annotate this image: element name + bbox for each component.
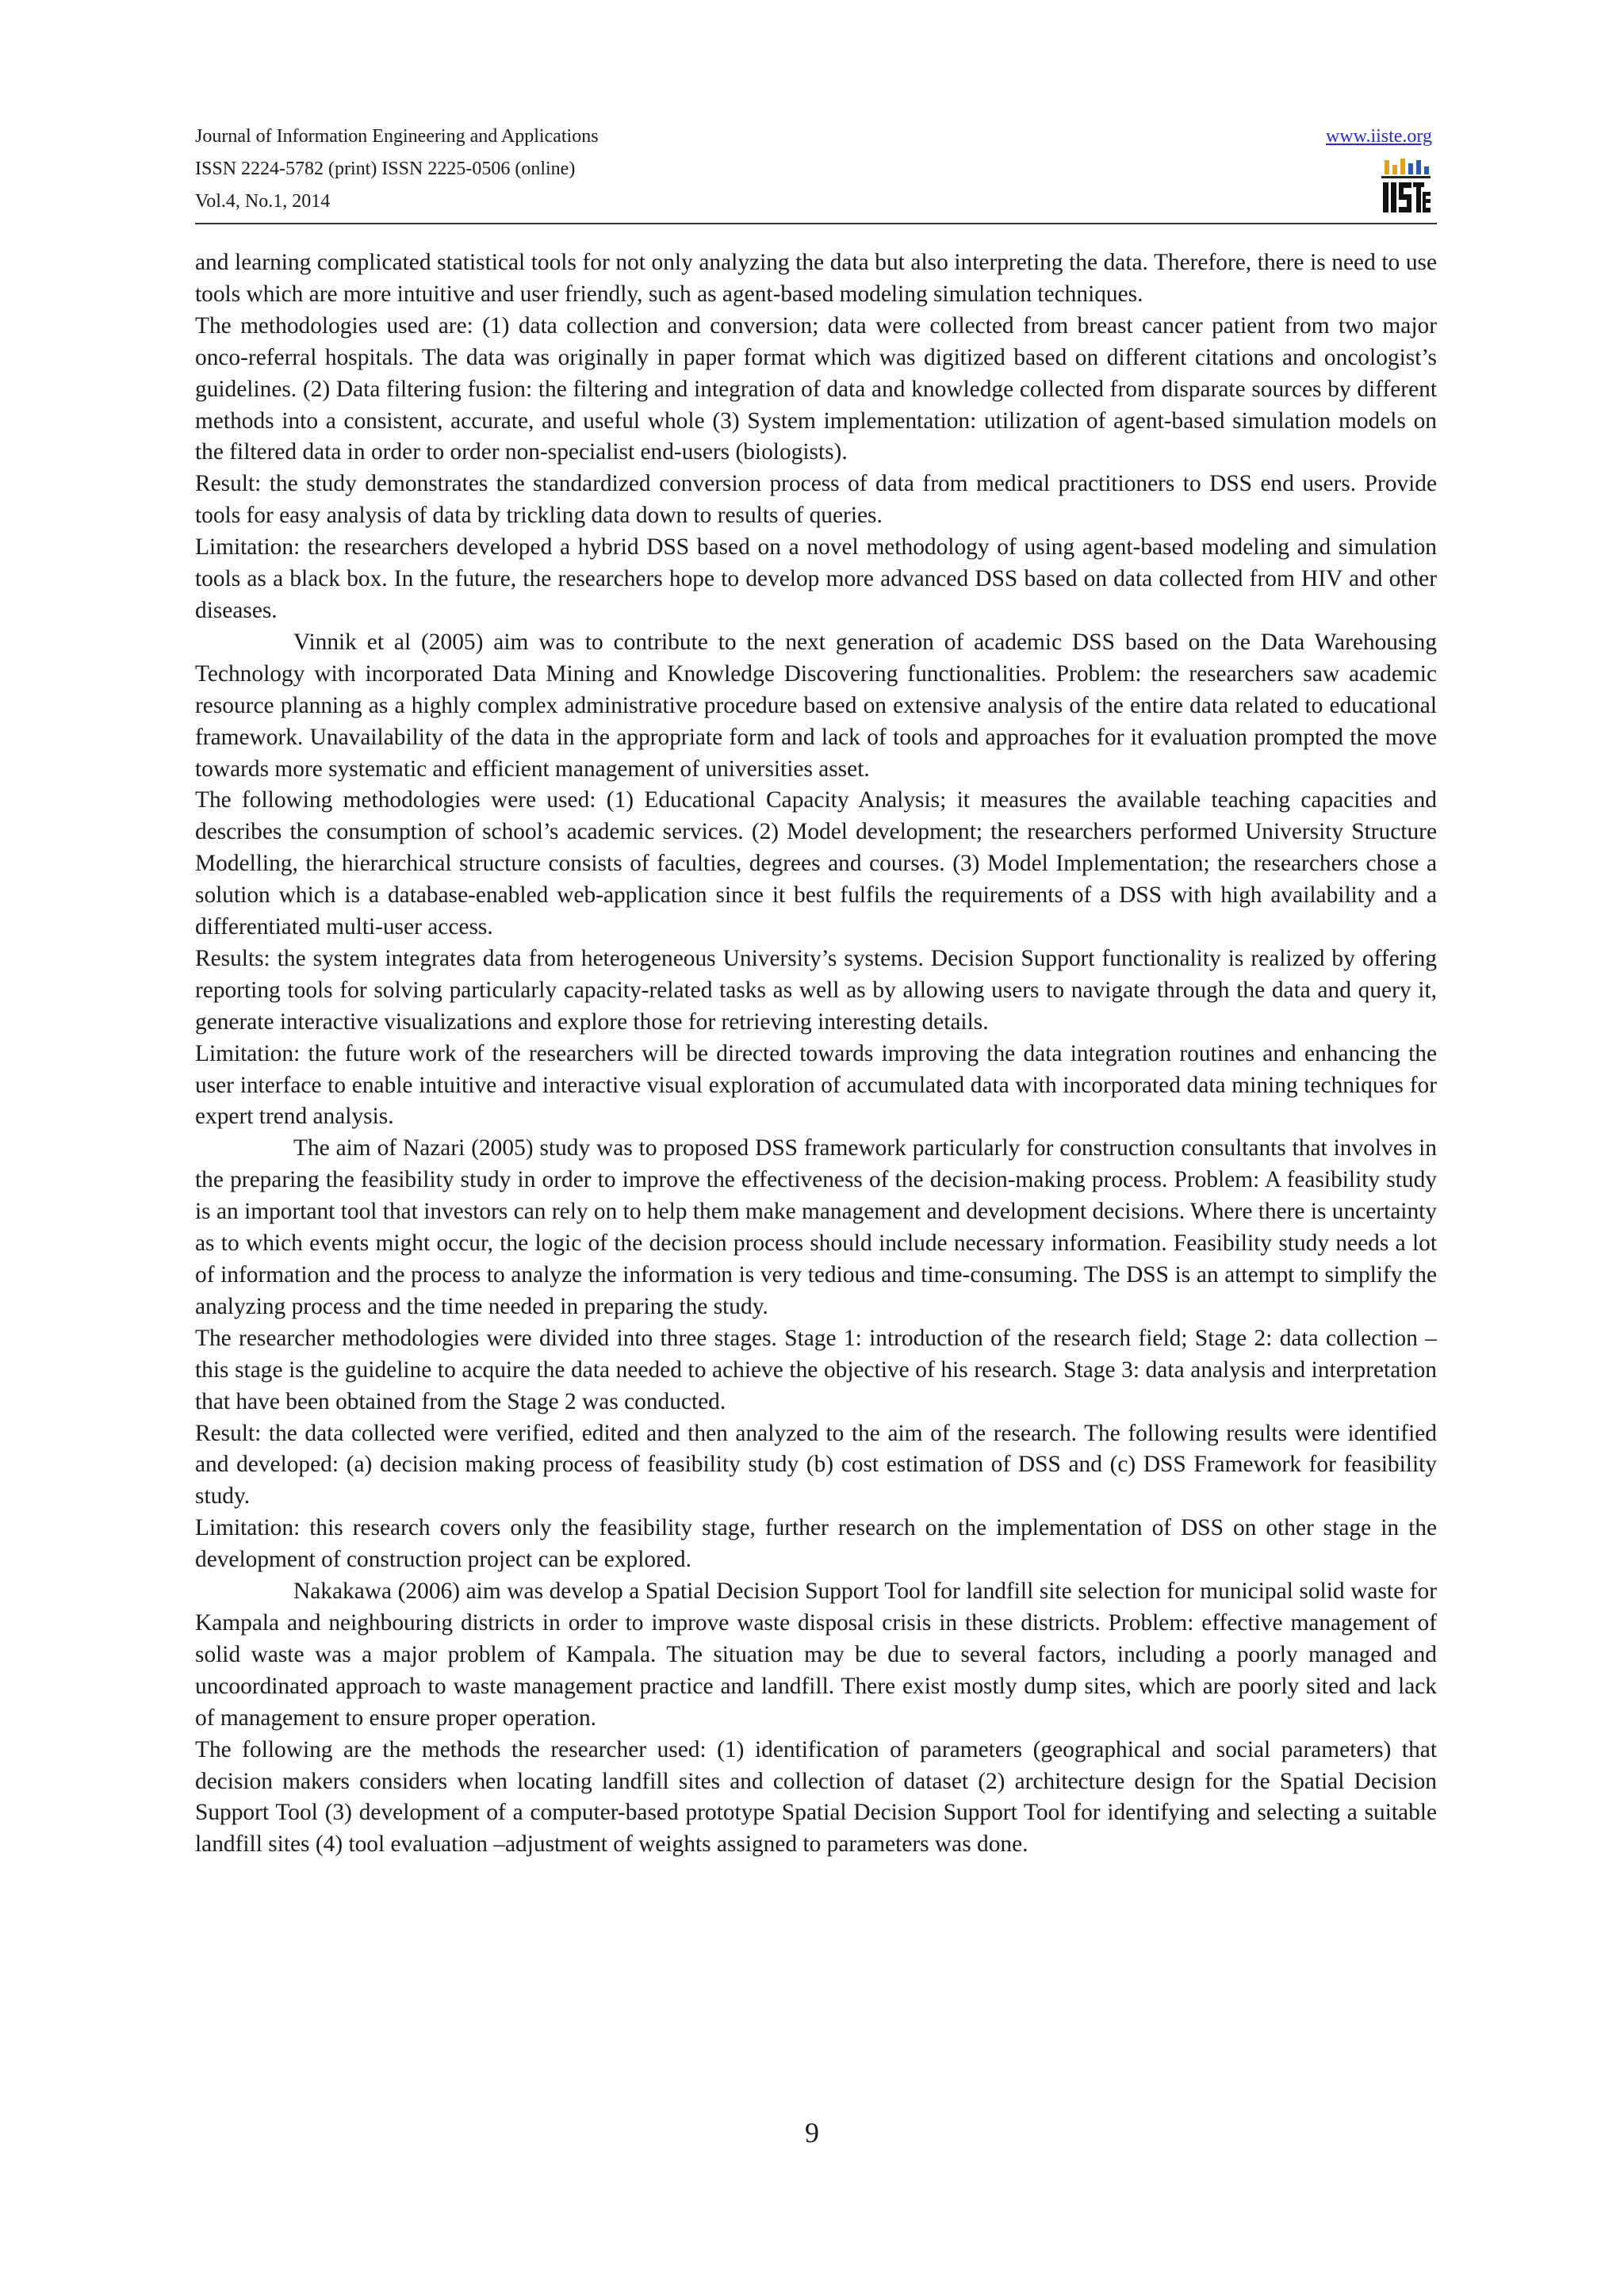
article-body	[195, 247, 1437, 1861]
header-divider	[195, 223, 1437, 224]
page-header	[195, 121, 1432, 220]
paragraph: The following are the methods the researcher used: (1) identification of parameters (geographical and social parameters) that decision makers considers when locating landfill sites and collection of dataset (2) architecture design for the Spatial Decision Support Tool (3) development of a computer-based prototype Spatial Decision Support Tool for identifying and selecting a suitable landfill sites (4) tool evaluation –adjustment of weights assigned to parameters was done.	[195, 1736, 1437, 1858]
paragraph: Nakakawa (2006) aim was develop a Spatial Decision Support Tool for landfill site selection for municipal solid waste for Kampala and neighbouring districts in order to improve waste disposal crisis in these districts. Problem: effective management of solid waste was a major problem of Kampala. The situation may be due to several factors, including a poorly managed and uncoordinated approach to waste management practice and landfill. There exist mostly dump sites, which are poorly sited and lack of management to ensure proper operation.	[195, 1578, 1437, 1731]
paragraph: The methodologies used are: (1) data collection and conversion; data were collected from breast cancer patient from two major onco-referral hospitals. The data was originally in paper format which was digitized based on different citations and oncologist’s guidelines. (2) Data filtering fusion: the filtering and integration of data and knowledge collected from disparate sources by different methods into a consistent, accurate, and useful whole (3) System implementation: utilization of agent-based simulation models on the filtered data in order to order non-specialist end-users (biologists).	[195, 312, 1437, 465]
journal-url-link[interactable]: www.iiste.org	[1326, 126, 1432, 147]
paragraph: Limitation: this research covers only the feasibility stage, further research on the implementation of DSS on other stage in the development of construction project can be explored.	[195, 1515, 1437, 1573]
journal-issn: ISSN 2224-5782 (print) ISSN 2225-0506 (online)	[195, 159, 576, 179]
journal-volume: Vol.4, No.1, 2014	[195, 191, 331, 212]
journal-title: Journal of Information Engineering and Applications	[195, 126, 599, 147]
journal-info	[195, 121, 599, 218]
paragraph: The following methodologies were used: (1) Educational Capacity Analysis; it measures the available teaching capacities and describes the consumption of school’s academic services. (2) Model development; the researchers performed University Structure Modelling, the hierarchical structure consists of faculties, degrees and courses. (3) Model Implementation; the researchers chose a solution which is a database-enabled web-application since it best fulfils the requirements of a DSS with high availability and a differentiated multi-user access.	[195, 787, 1437, 940]
paragraph: Limitation: the researchers developed a hybrid DSS based on a novel methodology of using agent-based modeling and simulation tools as a black box. In the future, the researchers hope to develop more advanced DSS based on data collected from HIV and other diseases.	[195, 534, 1437, 623]
paragraph: Result: the study demonstrates the standardized conversion process of data from medical practitioners to DSS end users. Provide tools for easy analysis of data by trickling data down to results of queries.	[195, 471, 1437, 529]
paragraph: Vinnik et al (2005) aim was to contribute to the next generation of academic DSS based on the Data Warehousing Technology with incorporated Data Mining and Knowledge Discovering functionalities. Problem: the researchers saw academic resource planning as a highly complex administrative procedure based on extensive analysis of the entire data related to educational framework. Unavailability of the data in the appropriate form and lack of tools and approaches for it evaluation prompted the move towards more systematic and efficient management of universities asset.	[195, 629, 1437, 782]
paragraph: The aim of Nazari (2005) study was to proposed DSS framework particularly for construction consultants that involves in the preparing the feasibility study in order to improve the effectiveness of the decision-making process. Problem: A feasibility study is an important tool that investors can rely on to help them make management and development decisions. Where there is uncertainty as to which events might occur, the logic of the decision process should include necessary information. Feasibility study needs a lot of information and the process to analyze the information is very tedious and time-consuming. The DSS is an attempt to simplify the analyzing process and the time needed in preparing the study.	[195, 1135, 1437, 1319]
paragraph: Result: the data collected were verified, edited and then analyzed to the aim of the research. The following results were identified and developed: (a) decision making process of feasibility study (b) cost estimation of DSS and (c) DSS Framework for feasibility study.	[195, 1420, 1437, 1510]
paragraph: and learning complicated statistical tools for not only analyzing the data but also interpreting the data. Therefore, there is need to use tools which are more intuitive and user friendly, such as agent-based modeling simulation techniques.	[195, 250, 1437, 307]
paragraph: Results: the system integrates data from heterogeneous University’s systems. Decision Support functionality is realized by offering reporting tools for solving particularly capacity-related tasks as well as by allowing users to navigate through the data and query it, generate interactive visualizations and explore those for retrieving interesting details.	[195, 945, 1437, 1035]
paragraph: The researcher methodologies were divided into three stages. Stage 1: introduction of the research field; Stage 2: data collection –this stage is the guideline to acquire the data needed to achieve the objective of his research. Stage 3: data analysis and interpretation that have been obtained from the Stage 2 was conducted.	[195, 1325, 1437, 1414]
page-number: 9	[805, 2117, 819, 2149]
paragraph: Limitation: the future work of the researchers will be directed towards improving the data integration routines and enhancing the user interface to enable intuitive and interactive visual exploration of accumulated data with incorporated data mining techniques for expert trend analysis.	[195, 1040, 1437, 1130]
iiste-logo-icon	[1380, 157, 1432, 216]
